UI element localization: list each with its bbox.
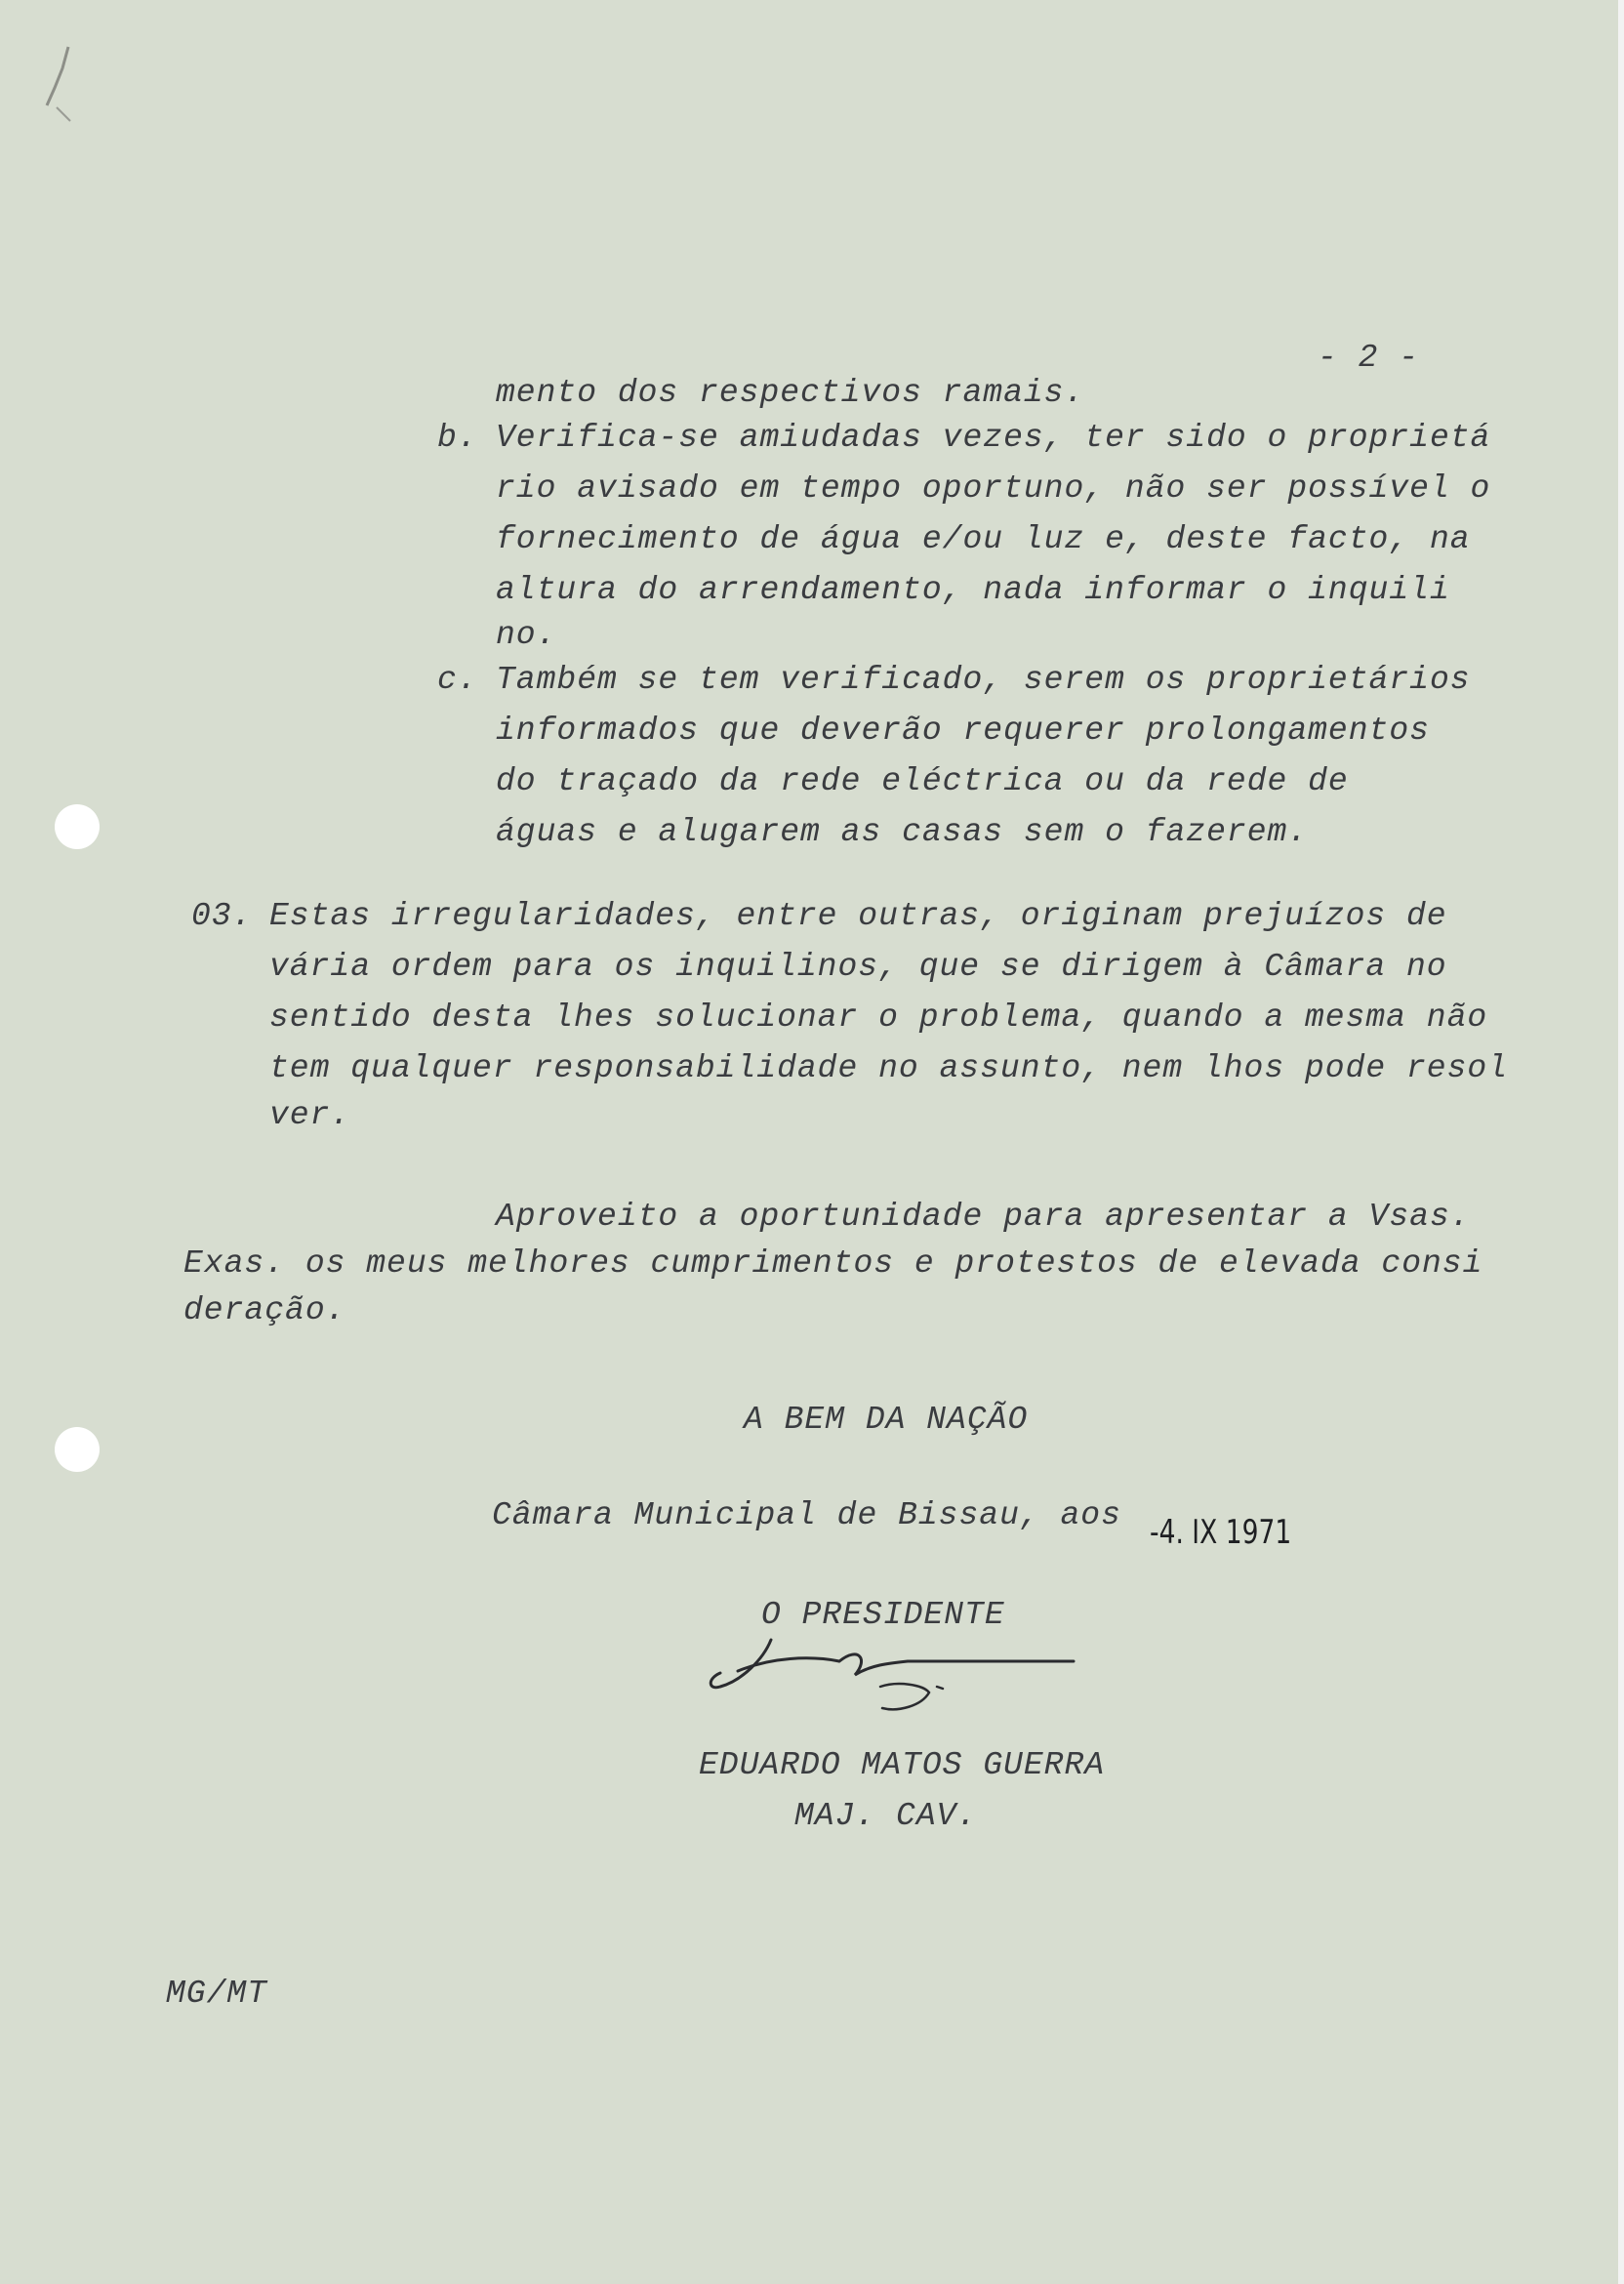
item-c-line: Também se tem verificado, serem os proprietários [496,662,1471,698]
section-3-label: 03. [191,898,253,934]
closing-line: Aproveito a oportunidade para apresentar a Vsas. [496,1199,1471,1235]
closing-line: Exas. os meus melhores cumprimentos e protestos de elevada consi [183,1245,1483,1282]
date-stamp: -4. IX 1971 [1150,1513,1292,1552]
item-b-line: fornecimento de água e/ou luz e, deste facto, na [496,521,1471,557]
item-b-line: rio avisado em tempo oportuno, não ser possível o [496,470,1491,507]
section-3-line: Estas irregularidades, entre outras, originam prejuízos de [269,898,1447,934]
signer-rank: MAJ. CAV. [794,1798,978,1834]
item-b-line: Verifica-se amiudadas vezes, ter sido o proprietá [496,420,1491,456]
reference-initials: MG/MT [166,1976,268,2012]
item-b-line: altura do arrendamento, nada informar o inquili [496,572,1450,608]
paper-edge [1618,0,1624,2284]
section-3-line: sentido desta lhes solucionar o problema, quando a mesma não [269,999,1488,1036]
item-c-label: c. [437,662,478,698]
item-b-label: b. [437,420,478,456]
signer-name: EDUARDO MATOS GUERRA [699,1747,1106,1783]
section-3-line: ver. [269,1097,351,1133]
item-b-line: no. [496,617,557,653]
item-c-line: águas e alugarem as casas sem o fazerem. [496,814,1309,850]
place-line: Câmara Municipal de Bissau, aos [492,1497,1121,1533]
staple-mark [27,39,86,127]
item-a-continuation: mento dos respectivos ramais. [496,375,1085,411]
motto: A BEM DA NAÇÃO [744,1402,1029,1438]
item-c-line: do traçado da rede eléctrica ou da rede de [496,763,1349,799]
page-number: - 2 - [1318,340,1420,376]
punch-hole-upper [55,804,100,849]
closing-line: deração. [183,1292,346,1328]
handwritten-signature [703,1632,1093,1739]
section-3-line: vária ordem para os inquilinos, que se dirigem à Câmara no [269,949,1447,985]
signer-title: O PRESIDENTE [761,1597,1005,1633]
section-3-line: tem qualquer responsabilidade no assunto, nem lhos pode resol [269,1050,1508,1086]
item-c-line: informados que deverão requerer prolongamentos [496,713,1430,749]
punch-hole-lower [55,1427,100,1472]
